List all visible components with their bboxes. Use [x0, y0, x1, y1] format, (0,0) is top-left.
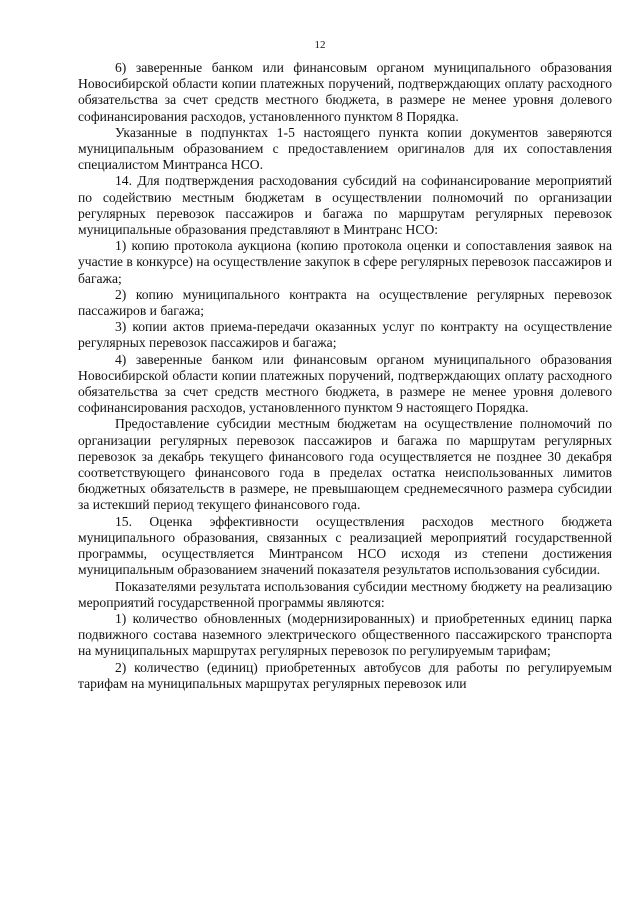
- paragraph-indicator-2-buses: 2) количество (единиц) приобретенных автобусов для работы по регулируемым тарифам на муниципальных маршрутах регулярных перевозок или: [78, 659, 612, 691]
- paragraph-14-4-payment-orders: 4) заверенные банком или финансовым органом муниципального образования Новосибирской области копии платежных поручений, подтверждающих оплату расходного обязательства за счет средств местного бюджета, в размере не менее уровня долевого софинансирования расходов, установленного пунктом 9 настоящего Порядка.: [78, 351, 612, 416]
- page-number: 12: [314, 39, 326, 51]
- paragraph-14-1-auction-protocol: 1) копию протокола аукциона (копию протокола оценки и сопоставления заявок на участие в конкурсе) на осуществление закупок в сфере регулярных перевозок пассажиров и багажа;: [78, 238, 612, 286]
- paragraph-15-efficiency-assessment: 15. Оценка эффективности осуществления расходов местного бюджета муниципального образования, связанных с реализацией мероприятий государственной программы, осуществляется Минтрансом НСО исходя из степени достижения муниципальным образованием значений показателя результатов использования субсидии.: [78, 513, 612, 578]
- paragraph-indicator-1-electric-transport: 1) количество обновленных (модернизированных) и приобретенных единиц парка подвижного состава наземного электрического общественного пассажирского транспорта на муниципальных маршрутах регулярных перевозок по регулируемым тарифам;: [78, 610, 612, 659]
- paragraph-6-certified-payment-orders: 6) заверенные банком или финансовым органом муниципального образования Новосибирской области копии платежных поручений, подтверждающих оплату расходного обязательства за счет средств местного бюджета, в размере не менее уровня долевого софинансирования расходов, установленного пунктом 8 Порядка.: [78, 60, 612, 124]
- paragraph-14-subsidy-confirmation: 14. Для подтверждения расходования субсидий на софинансирование мероприятий по содействию местным бюджетам в осуществлении полномочий по организации регулярных перевозок пассажиров и багажа по маршрутам регулярных перевозок муниципальные образования представляют в Минтранс НСО:: [78, 173, 612, 238]
- document-body: [78, 60, 612, 692]
- paragraph-copies-certification: Указанные в подпунктах 1-5 настоящего пункта копии документов заверяются муниципальным образованием с предоставлением оригиналов для их сопоставления специалистом Минтранса НСО.: [78, 124, 612, 173]
- paragraph-december-subsidy: Предоставление субсидии местным бюджетам на осуществление полномочий по организации регулярных перевозок пассажиров и багажа по маршрутам регулярных перевозок за декабрь текущего финансового года осуществляется не позднее 30 декабря соответствующего финансового года в пределах остатка неиспользованных лимитов бюджетных обязательств в размере, не превышающем среднемесячного размера субсидии за истекший период текущего финансового года.: [78, 416, 612, 513]
- paragraph-14-3-acceptance-acts: 3) копии актов приема-передачи оказанных услуг по контракту на осуществление регулярных перевозок пассажиров и багажа;: [78, 319, 612, 351]
- paragraph-14-2-municipal-contract: 2) копию муниципального контракта на осуществление регулярных перевозок пассажиров и багажа;: [78, 286, 612, 319]
- paragraph-result-indicators: Показателями результата использования субсидии местному бюджету на реализацию мероприятий государственной программы являются:: [78, 578, 612, 610]
